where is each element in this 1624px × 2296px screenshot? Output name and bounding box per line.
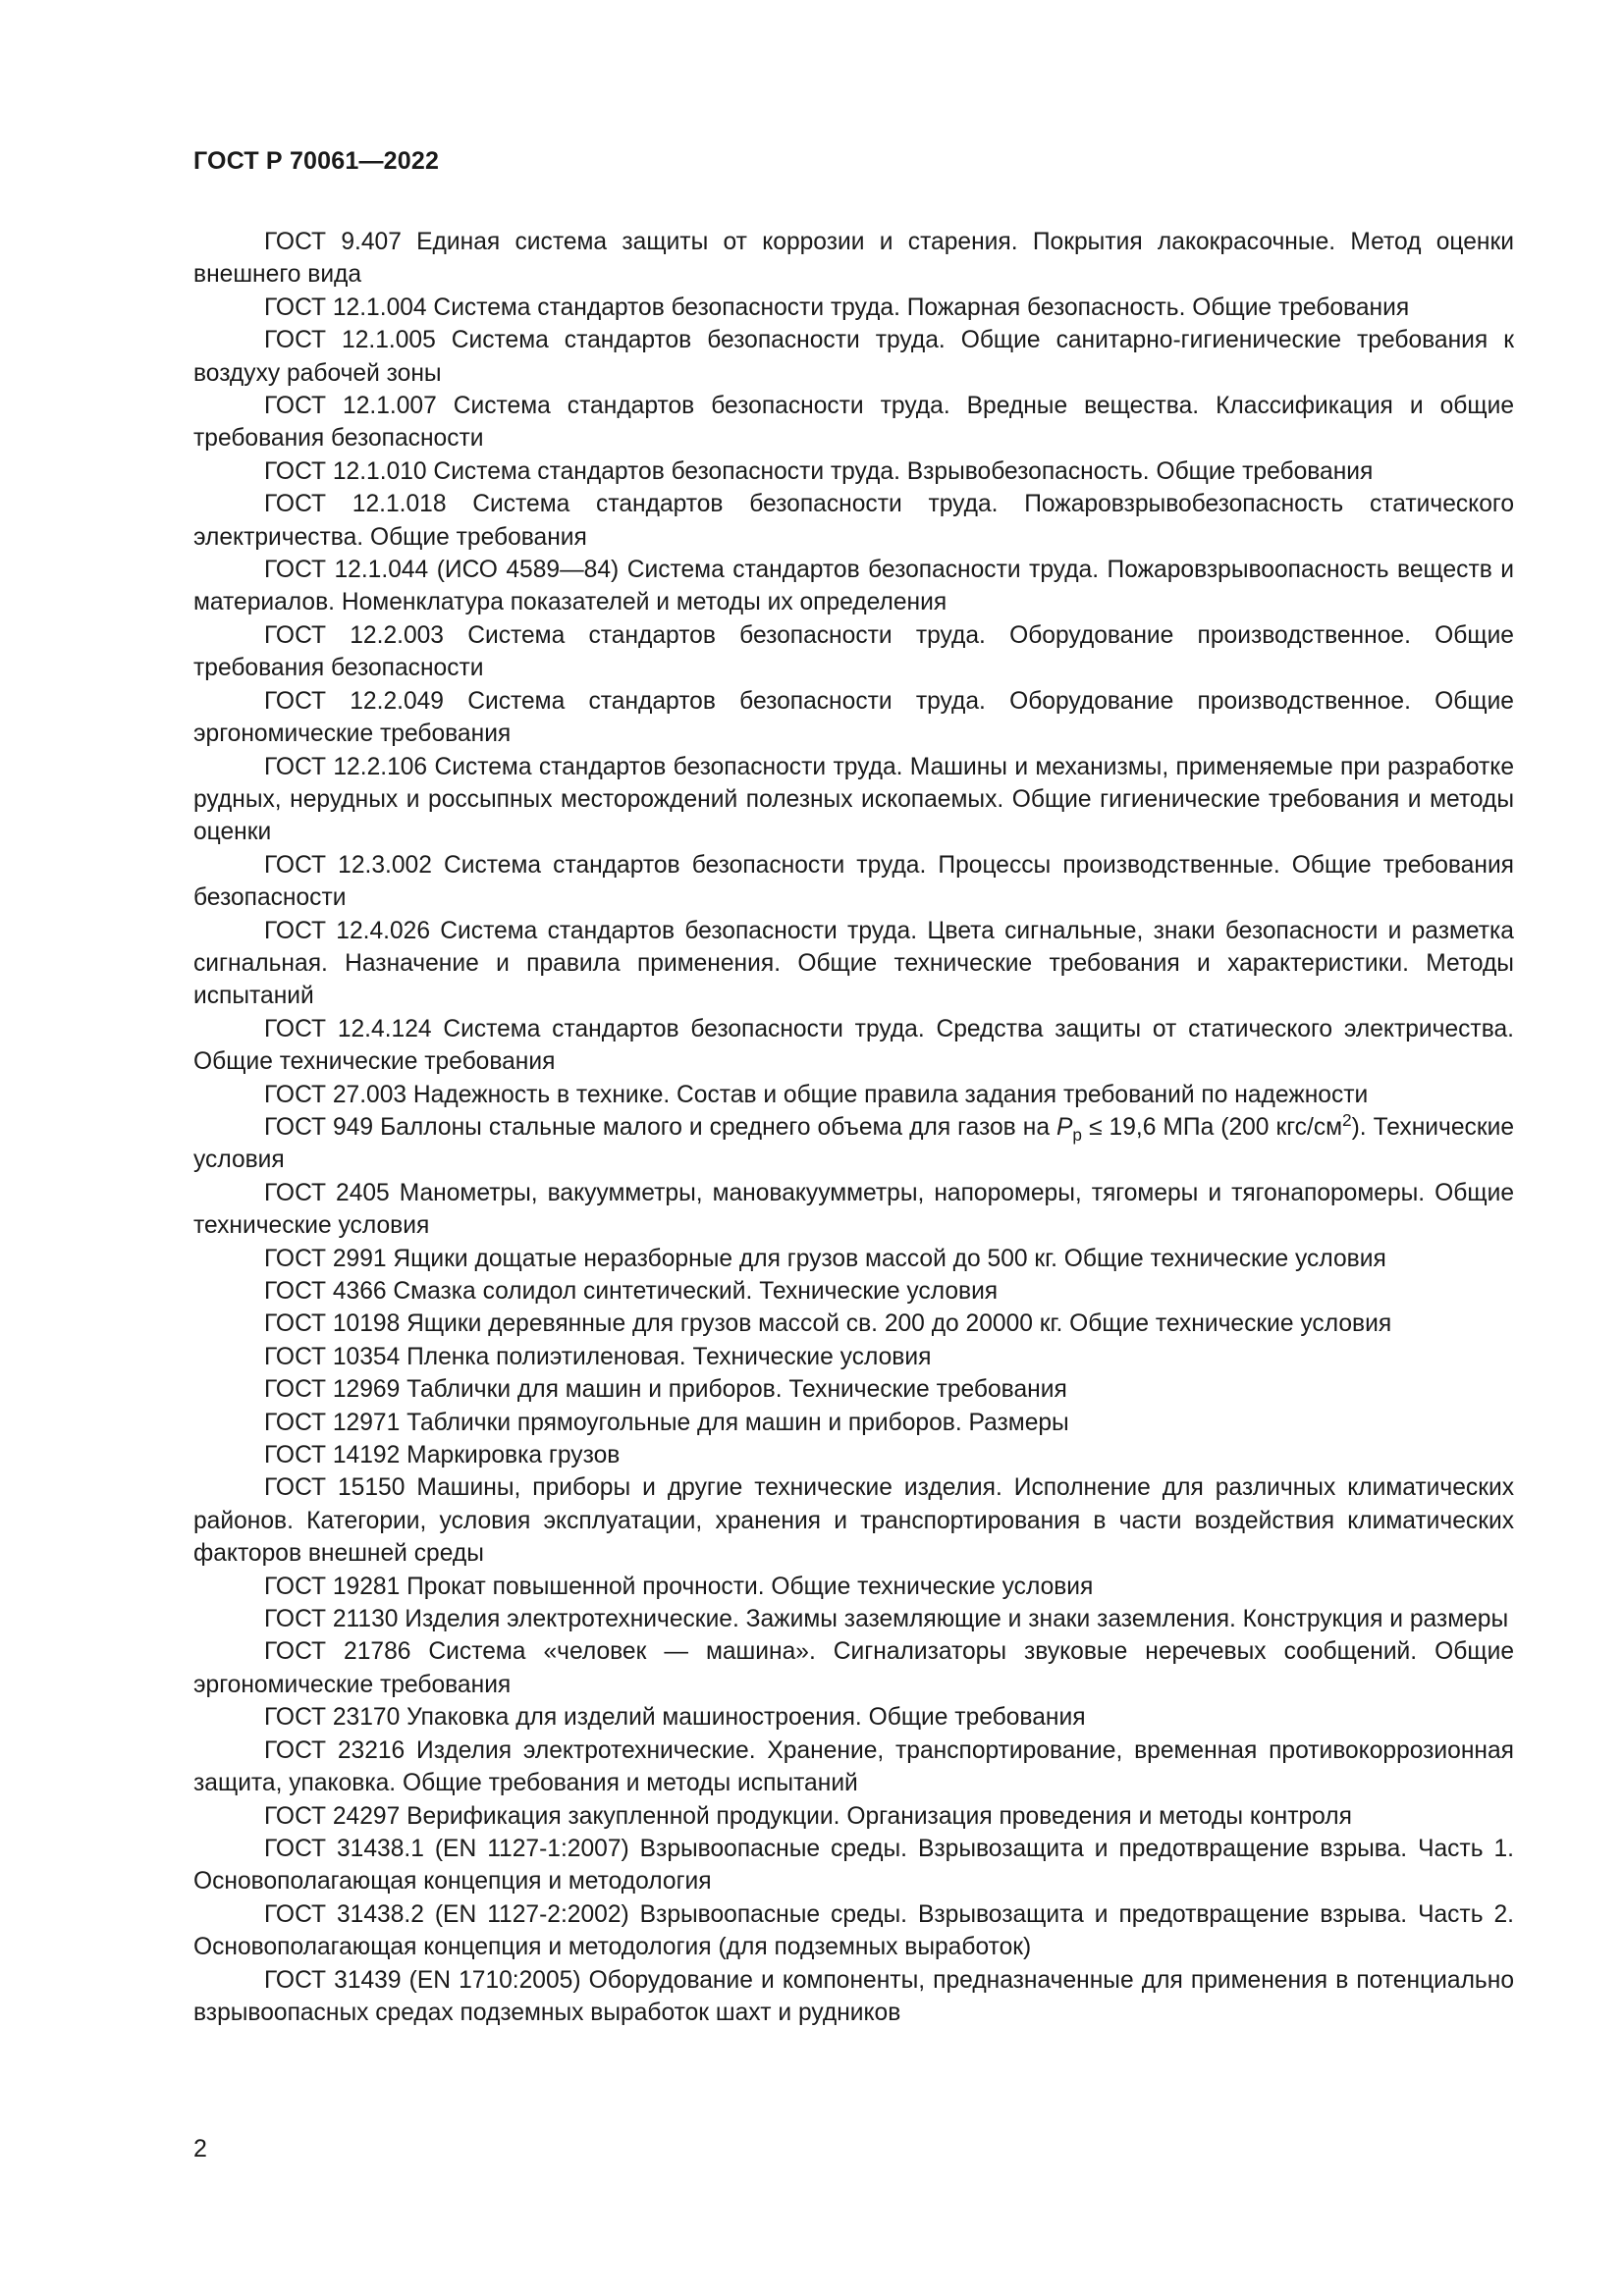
- reference-gost-9-407: ГОСТ 9.407 Единая система защиты от коррозии и старения. Покрытия лакокрасочные. Метод оценки внешнего вида: [193, 229, 1514, 289]
- reference-gost-949-text-end: ). Технические условия: [193, 1113, 1515, 1174]
- reference-gost-12-1-007: ГОСТ 12.1.007 Система стандартов безопасности труда. Вредные вещества. Классификация и общие требования безопасности: [193, 393, 1514, 453]
- reference-gost-19281: ГОСТ 19281 Прокат повышенной прочности. Общие технические условия: [264, 1573, 1094, 1600]
- normative-references-list: [193, 226, 1514, 2029]
- reference-gost-14192: ГОСТ 14192 Маркировка грузов: [264, 1442, 621, 1469]
- reference-gost-4366: ГОСТ 4366 Смазка солидол синтетический. Технические условия: [264, 1278, 999, 1305]
- reference-gost-24297: ГОСТ 24297 Верификация закупленной продукции. Организация проведения и методы контроля: [264, 1802, 1352, 1830]
- reference-gost-31438-2: ГОСТ 31438.2 (EN 1127-2:2002) Взрывоопасные среды. Взрывозащита и предотвращение взрыва. Часть 2. Основополагающая концепция и методология (для подземных выработок): [193, 1900, 1514, 1961]
- document-header: ГОСТ Р 70061—2022: [193, 147, 440, 175]
- reference-gost-12-2-003: ГОСТ 12.2.003 Система стандартов безопасности труда. Оборудование производственное. Общие требования безопасности: [193, 621, 1514, 682]
- reference-gost-31439: ГОСТ 31439 (EN 1710:2005) Оборудование и компоненты, предназначенные для применения в потенциально взрывоопасных средах подземных выработок шахт и рудников: [193, 1966, 1514, 2026]
- reference-gost-2991: ГОСТ 2991 Ящики дощатые неразборные для грузов массой до 500 кг. Общие технические условия: [264, 1245, 1386, 1272]
- reference-gost-21786: ГОСТ 21786 Система «человек — машина». Сигнализаторы звуковые неречевых сообщений. Общие эргономические требования: [193, 1638, 1514, 1698]
- reference-gost-949-text-start: ГОСТ 949 Баллоны стальные малого и среднего объема для газов на: [264, 1113, 1057, 1141]
- reference-gost-21130: ГОСТ 21130 Изделия электротехнические. Зажимы заземляющие и знаки заземления. Конструкция и размеры: [264, 1606, 1509, 1633]
- page-number: 2: [193, 2135, 207, 2163]
- reference-gost-15150: ГОСТ 15150 Машины, приборы и другие технические изделия. Исполнение для различных климатических районов. Категории, условия эксплуатации, хранения и транспортирования в части воздействия климатических факторов внешней среды: [193, 1474, 1514, 1568]
- reference-gost-12-2-106: ГОСТ 12.2.106 Система стандартов безопасности труда. Машины и механизмы, применяемые при разработке рудных, нерудных и россыпных месторождений полезных ископаемых. Общие гигиенические требования и методы оценки: [193, 753, 1514, 846]
- reference-gost-23216: ГОСТ 23216 Изделия электротехнические. Хранение, транспортирование, временная противокоррозионная защита, упаковка. Общие требования и методы испытаний: [193, 1736, 1514, 1797]
- reference-gost-949: [193, 1111, 1514, 1177]
- pressure-variable: P: [1056, 1113, 1073, 1141]
- reference-gost-12-2-049: ГОСТ 12.2.049 Система стандартов безопасности труда. Оборудование производственное. Общие эргономические требования: [193, 687, 1514, 748]
- pressure-subscript: р: [1072, 1124, 1082, 1145]
- reference-gost-12-4-026: ГОСТ 12.4.026 Система стандартов безопасности труда. Цвета сигнальные, знаки безопасности и разметка сигнальная. Назначение и правила применения. Общие технические требования и характеристики. Методы испытаний: [193, 917, 1514, 1010]
- reference-gost-12969: ГОСТ 12969 Таблички для машин и приборов. Технические требования: [264, 1376, 1067, 1404]
- reference-gost-10198: ГОСТ 10198 Ящики деревянные для грузов массой св. 200 до 20000 кг. Общие технические условия: [264, 1310, 1392, 1338]
- reference-gost-27-003: ГОСТ 27.003 Надежность в технике. Состав и общие правила задания требований по надежности: [264, 1081, 1369, 1108]
- reference-gost-12-3-002: ГОСТ 12.3.002 Система стандартов безопасности труда. Процессы производственные. Общие требования безопасности: [193, 851, 1514, 912]
- reference-gost-12-4-124: ГОСТ 12.4.124 Система стандартов безопасности труда. Средства защиты от статического электричества. Общие технические требования: [193, 1015, 1514, 1076]
- reference-gost-12-1-018: ГОСТ 12.1.018 Система стандартов безопасности труда. Пожаровзрывобезопасность статического электричества. Общие требования: [193, 491, 1514, 551]
- reference-gost-12-1-010: ГОСТ 12.1.010 Система стандартов безопасности труда. Взрывобезопасность. Общие требования: [264, 457, 1374, 485]
- reference-gost-12-1-005: ГОСТ 12.1.005 Система стандартов безопасности труда. Общие санитарно-гигиенические требования к воздуху рабочей зоны: [193, 327, 1514, 387]
- unit-superscript: 2: [1342, 1109, 1352, 1130]
- reference-gost-10354: ГОСТ 10354 Пленка полиэтиленовая. Технические условия: [264, 1343, 932, 1370]
- reference-gost-949-text-middle: ≤ 19,6 МПа (200 кгс/см: [1082, 1113, 1343, 1141]
- reference-gost-12-1-004: ГОСТ 12.1.004 Система стандартов безопасности труда. Пожарная безопасность. Общие требования: [264, 294, 1410, 321]
- reference-gost-12-1-044: ГОСТ 12.1.044 (ИСО 4589—84) Система стандартов безопасности труда. Пожаровзрывоопасность веществ и материалов. Номенклатура показателей и методы их определения: [193, 557, 1514, 616]
- reference-gost-23170: ГОСТ 23170 Упаковка для изделий машиностроения. Общие требования: [264, 1704, 1086, 1732]
- reference-gost-12971: ГОСТ 12971 Таблички прямоугольные для машин и приборов. Размеры: [264, 1409, 1069, 1436]
- reference-gost-31438-1: ГОСТ 31438.1 (EN 1127-1:2007) Взрывоопасные среды. Взрывозащита и предотвращение взрыва. Часть 1. Основополагающая концепция и методология: [193, 1835, 1514, 1896]
- reference-gost-2405: ГОСТ 2405 Манометры, вакуумметры, мановакуумметры, напоромеры, тягомеры и тягонапоромеры. Общие технические условия: [193, 1179, 1514, 1240]
